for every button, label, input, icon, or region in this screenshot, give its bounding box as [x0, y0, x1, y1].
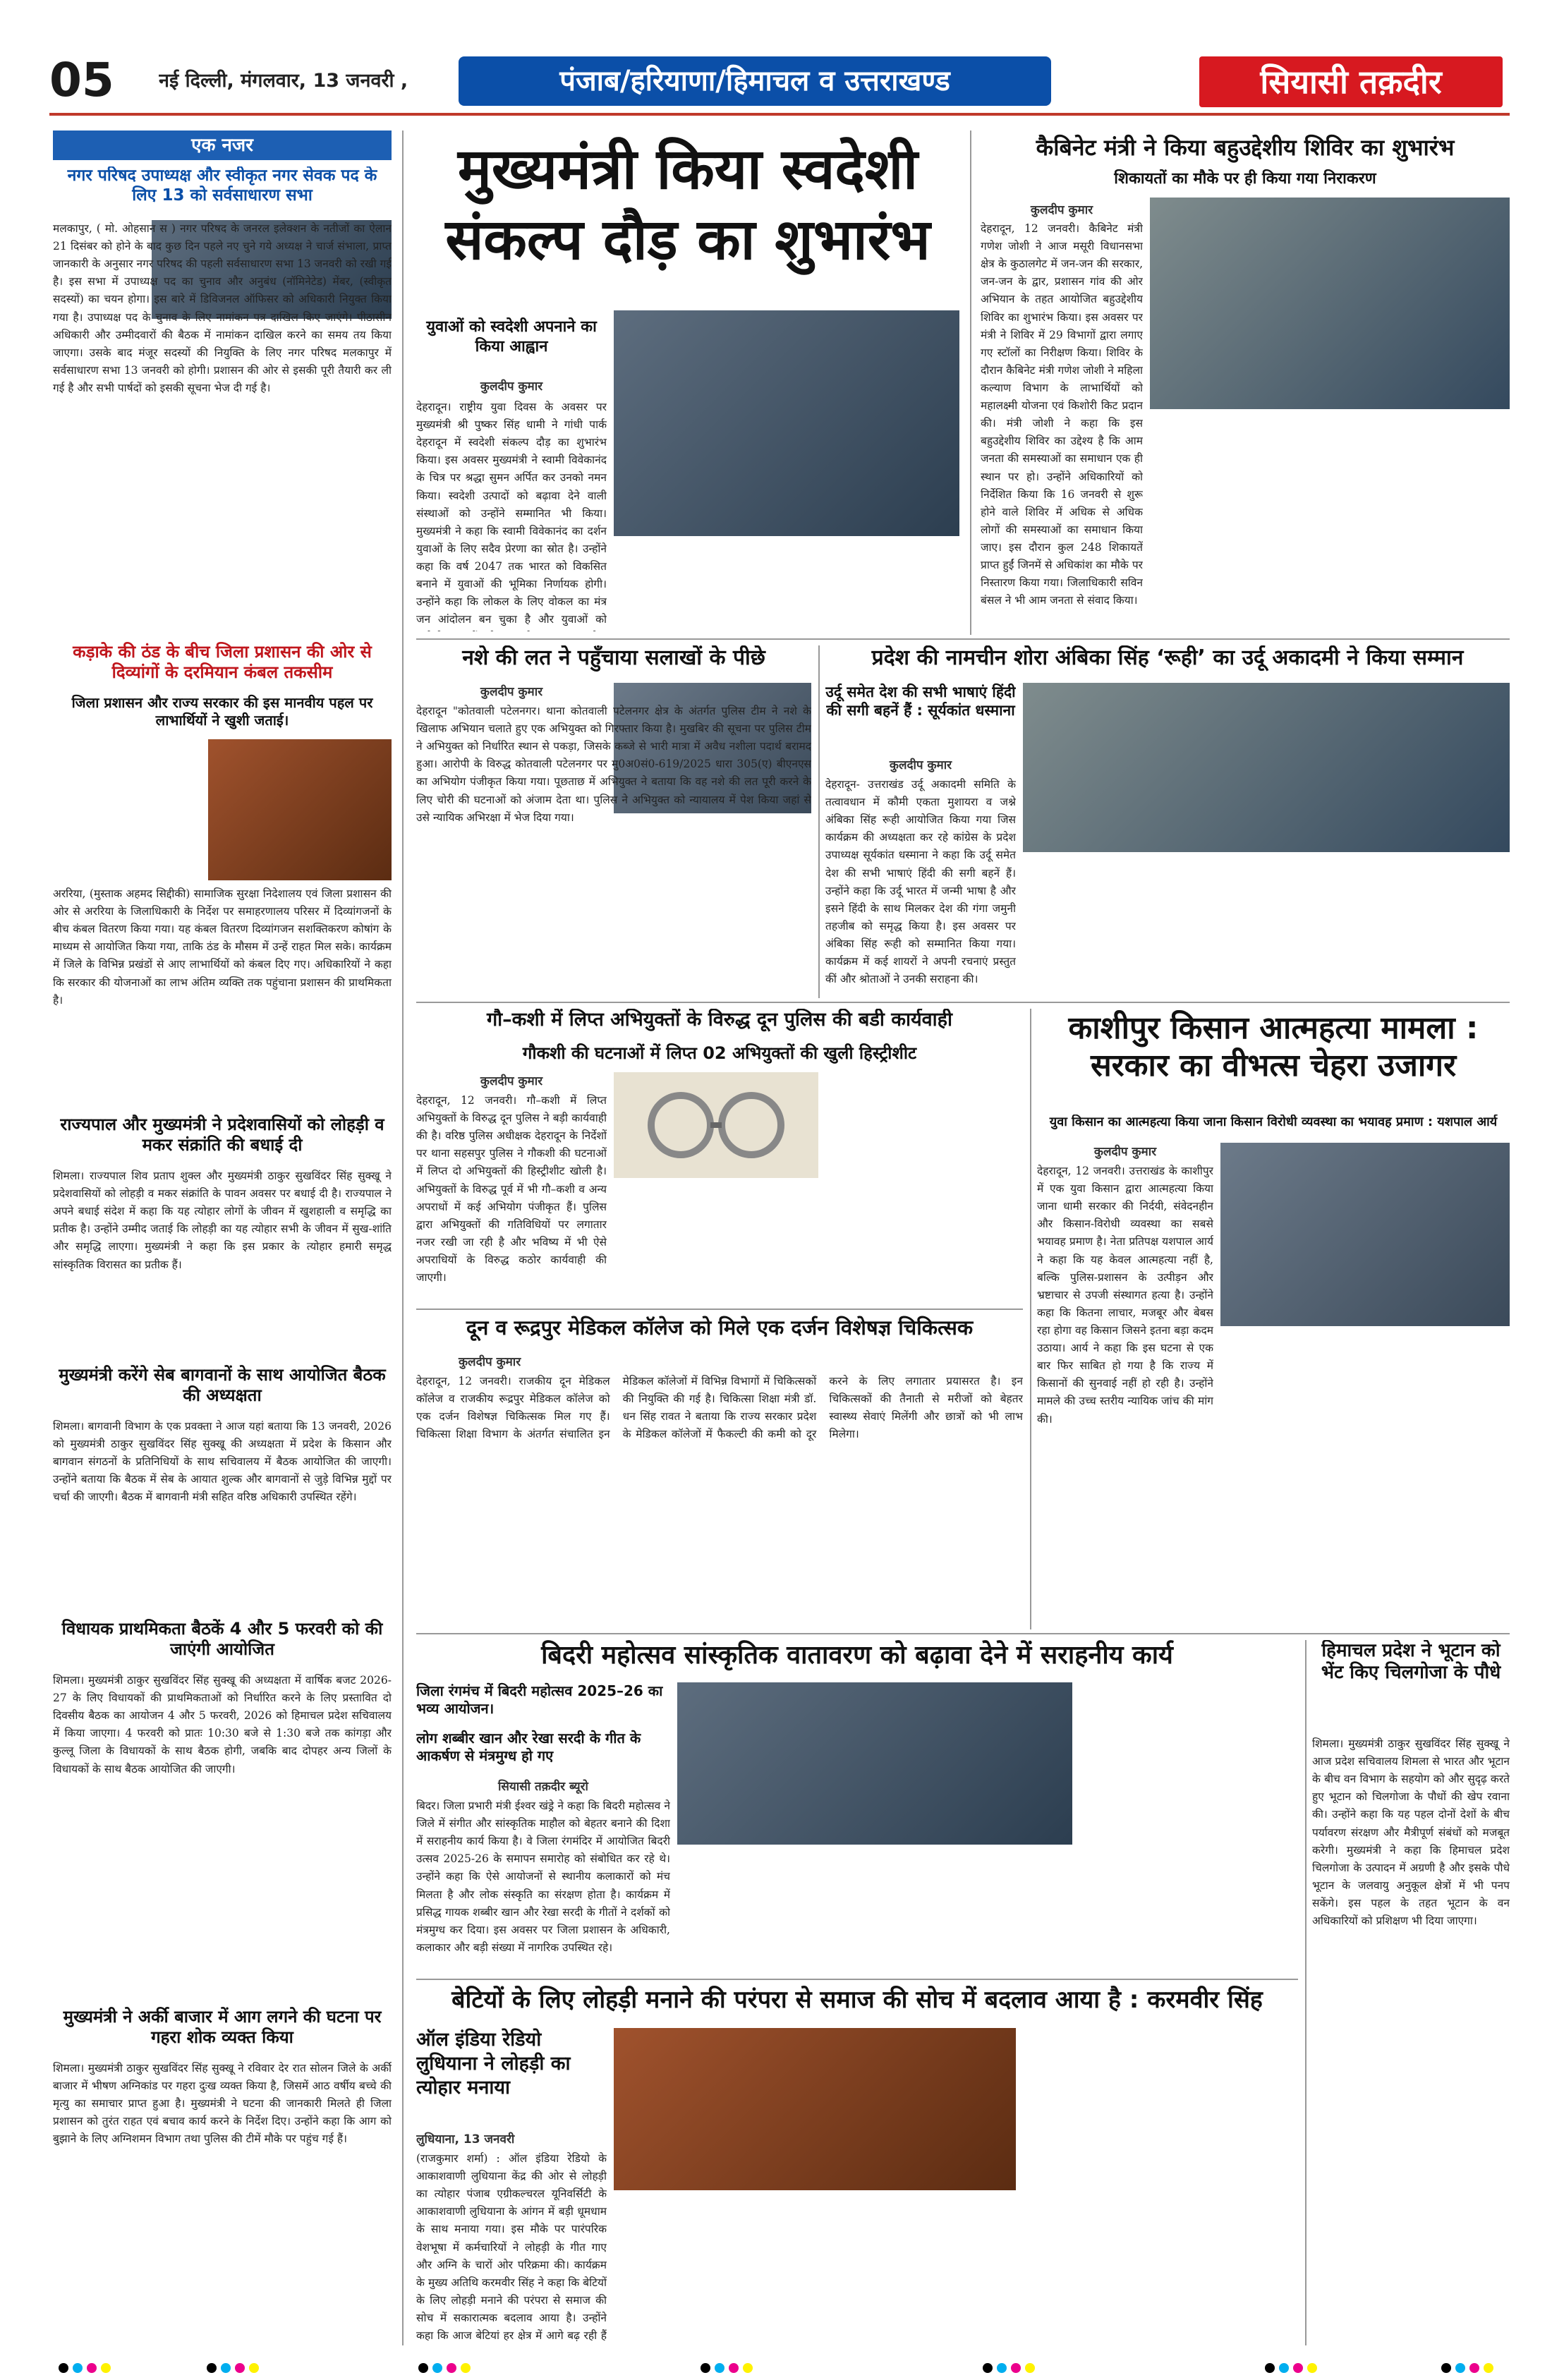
lohri-photo — [614, 2028, 1016, 2190]
story-body-text: शिमला। राज्यपाल शिव प्रताप शुक्ल और मुख्यमंत्री ठाकुर सुखविंदर सिंह सुक्खू ने प्रदेशवासियों को लोहड़ी व मकर संक्रांति के पावन अवसर पर बधाई दी है। राज्यपाल ने अपने बधाई संदेश में कहा कि यह त्योहार लोगों के जीवन में खुशहाली व समृद्धि का प्रतीक है। उन्होंने उम्मीद जताई कि लोहड़ी का यह त्योहार सभी के जीवन में सुख-शांति और समृद्धि लाएगा। मुख्यमंत्री ने कहा कि इस प्रकार के त्योहार हमारी समृद्ध सांस्कृतिक विरासत का प्रतीक हैं। — [53, 1170, 392, 1271]
cabinet-body-continued — [1150, 416, 1510, 631]
ambika-body: देहरादून- उत्तराखंड उर्दू अकादमी समिति के तत्वावधान में कौमी एकता मुशायरा व जश्ने अंबिका सिंह रूही आयोजित किया गया जिस कार्यक्रम की अध्यक्षता कर रहे कांग्रेस के प्रदेश उपाध्यक्ष सूर्यकांत धस्माना ने कहा कि उर्दू समेत देश की सभी भाषाएं हिंदी की सगी बहनें हैं। उन्होंने कहा कि उर्दू भारत में जन्मी भाषा है और इसने हिंदी के साथ मिलकर देश की गंगा जमुनी तहजीब को समृद्ध किया है। इस अवसर पर अंबिका सिंह रूही को सम्मानित किया गया। कार्यक्रम में कई शायरों ने अपनी रचनाएं प्रस्तुत कीं और श्रोताओं ने उनकी सराहना की। — [825, 778, 1016, 986]
cabinet-body: देहरादून, 12 जनवरी। कैबिनेट मंत्री गणेश जोशी ने आज मसूरी विधानसभा क्षेत्र के कुठालगेट में जन-जन की सरकार, जन-जन के द्वार, प्रशासन गांव की ओर अभियान के तहत आयोजित बहुउद्देशीय शिविर का शुभारंभ किया। इस अवसर पर मंत्री ने शिविर में 29 विभागों द्वारा लगाए गए स्टॉलों का निरीक्षण किया। शिविर के दौरान कैबिनेट मंत्री गणेश जोशी ने महिला कल्याण विभाग के लाभार्थियों को महालक्ष्मी योजना एवं किशोरी किट प्रदान की। मंत्री जोशी ने कहा कि इस बहुउद्देशीय शिविर का उद्देश्य है कि आम जनता की समस्याओं का समाधान एक ही स्थान पर हो। उन्होंने अधिकारियों को निर्देशित किया कि 16 जनवरी से शुरू होने वाले शिविर में अधिक से अधिक लोगों की समस्याओं का समाधान किया जाए। इस दौरान कुल 248 शिकायतें प्राप्त हुईं जिनमें से अधिकांश का मौके पर निस्तारण किया गया। जिलाधिकारी सविन बंसल ने भी आम जनता से संवाद किया। — [981, 222, 1143, 607]
gau-body: देहरादून, 12 जनवरी। गौ–कशी में लिप्त अभियुक्तों के विरुद्ध दून पुलिस ने बड़ी कार्यवाही की है। वरिष्ठ पुलिस अधीक्षक देहरादून के निर्देशों पर थाना सहसपुर पुलिस ने गौकशी की घटनाओं में लिप्त दो अभियुक्तों की हिस्ट्रीशीट खोली है। अभियुक्तों के विरुद्ध पूर्व में भी गौ–कशी व अन्य अपराधों में कई अभियोग पंजीकृत हैं। पुलिस द्वारा अभियुक्तों की गतिविधियों पर लगातार नजर रखी जा रही है और भविष्य में भी ऐसे अपराधियों के विरुद्ध कठोर कार्यवाही की जाएगी। — [416, 1094, 607, 1285]
section-rule — [416, 1002, 1510, 1003]
cabinet-byline: कुलदीप कुमार — [1030, 203, 1093, 217]
story-photo — [208, 739, 392, 880]
story-headline: राज्यपाल और मुख्यमंत्री ने प्रदेशवासियों को लोहड़ी व मकर संक्रांति की बधाई दी — [60, 1115, 384, 1155]
himachal-headline: हिमाचल प्रदेश ने भूटान को भेंट किए चिलगोजा के पौधे — [1321, 1640, 1501, 1684]
story-headline: कड़ाके की ठंड के बीच जिला प्रशासन की ओर से दिव्यांगों के दरमियान कंबल तकसीम — [73, 642, 372, 682]
gau-byline: कुलदीप कुमार — [480, 1074, 543, 1088]
himachal-body: शिमला। मुख्यमंत्री ठाकुर सुखविंदर सिंह सुक्खू ने आज प्रदेश सचिवालय शिमला से भारत और भूटान के बीच वन विभाग के सहयोग को और सुदृढ़ करते हुए भूटान को चिलगोजा के पौधों की खेप रवाना की। उन्होंने कहा कि यह पहल दोनों देशों के बीच पर्यावरण संरक्षण और मैत्रीपूर्ण संबंधों को मजबूत करेगी। मुख्यमंत्री ने कहा कि हिमाचल प्रदेश चिलगोजा के उत्पादन में अग्रणी है और इसके पौधे भूटान के जलवायु अनुकूल क्षेत्रों में भी पनप सकेंगे। इस पहल के तहत भूटान के वन अधिकारियों को प्रशिक्षण भी दिया जाएगा। — [1312, 1737, 1510, 1928]
header-rule — [49, 113, 1510, 116]
bidri-byline: सियासी तक़दीर ब्यूरो — [498, 1780, 588, 1794]
section-rule — [416, 638, 1510, 640]
ambika-byline: कुलदीप कुमार — [889, 758, 952, 772]
bidri-photo — [677, 1682, 1072, 1845]
bidri-side-text — [1079, 1682, 1298, 1845]
section-rule — [416, 1633, 1510, 1634]
lohri-dateline: लुधियाना, 13 जनवरी — [416, 2132, 515, 2147]
story-body-text: शिमला। मुख्यमंत्री ठाकुर सुखविंदर सिंह सुक्खू की अध्यक्षता में वार्षिक बजट 2026-27 के लिए विधायकों की प्राथमिकताओं को निर्धारित करने के लिए प्रस्तावित दो दिवसीय बैठक का आयोजन 4 और 5 फरवरी, 2026 को हिमाचल प्रदेश सचिवालय में किया जाएगा। 4 फरवरी को प्रातः 10:30 बजे से 1:30 बजे तक कांगड़ा और कुल्लू जिला के विधायकों के साथ बैठक होगी, जबकि बाद दोपहर अन्य जिलों के विधायकों के साथ बैठक आयोजित की जाएगी। — [53, 1674, 392, 1775]
story-body-text: शिमला। बागवानी विभाग के एक प्रवक्ता ने आज यहां बताया कि 13 जनवरी, 2026 को मुख्यमंत्री ठाकुर सुखविंदर सिंह सुक्खू की अध्यक्षता में प्रदेश के किसान और बागवान संगठनों के प्रतिनिधियों के साथ सचिवालय में बैठक आयोजित की जाएगी। उन्होंने बताया कि बैठक में सेब के आयात शुल्क और बागवानों से जुड़े विभिन्न मुद्दों पर चर्चा की जाएगी। बैठक में बागवानी मंत्री सहित वरिष्ठ अधिकारी उपस्थित रहेंगे। — [53, 1420, 392, 1504]
lohri-body: (राजकुमार शर्मा) : ऑल इंडिया रेडियो के आकाशवाणी लुधियाना केंद्र की ओर से लोहड़ी का त्योहार पंजाब एग्रीकल्चरल यूनिवर्सिटी के आकाशवाणी लुधियाना के आंगन में बड़ी धूमधाम के साथ मनाया गया। इस मौके पर पारंपरिक वेशभूषा में कर्मचारियों ने लोहड़ी के गीत गाए और अग्नि के चारों ओर परिक्रमा की। कार्यक्रम के मुख्य अतिथि करमवीर सिंह ने कहा कि बेटियों के लिए लोहड़ी मनाने की परंपरा से समाज की सोच में सकारात्मक बदलाव आया है। उन्होंने कहा कि आज बेटियां हर क्षेत्र में आगे बढ़ रही हैं — [416, 2152, 607, 2343]
kashipur-subhead: युवा किसान का आत्महत्या किया जाना किसान विरोधी व्यवस्था का भयावह प्रमाण : यशपाल आर्य — [1049, 1115, 1498, 1129]
nashe-byline: कुलदीप कुमार — [480, 685, 543, 699]
lead-byline: कुलदीप कुमार — [480, 380, 543, 394]
doon-body: देहरादून, 12 जनवरी। राजकीय दून मेडिकल कॉलेज व राजकीय रूद्रपुर मेडिकल कॉलेज को एक दर्जन विशेषज्ञ चिकित्सक मिल गए हैं। चिकित्सा शिक्षा विभाग के अंतर्गत संचालित इन मेडिकल कॉलेजों में विभिन्न विभागों में चिकित्सकों की नियुक्ति की गई है। चिकित्सा शिक्षा मंत्री डॉ. धन सिंह रावत ने बताया कि राज्य सरकार प्रदेश के मेडिकल कॉलेजों में फैकल्टी की कमी को दूर करने के लिए लगातार प्रयासरत है। इन चिकित्सकों की तैनाती से मरीजों को बेहतर स्वास्थ्य सेवाएं मिलेंगी और छात्रों को भी लाभ मिलेगा। — [416, 1375, 1023, 1441]
story-headline: विधायक प्राथमिकता बैठकें 4 और 5 फरवरी को की जाएंगी आयोजित — [61, 1619, 383, 1659]
nashe-headline: नशे की लत ने पहुँचाया सलाखों के पीछे — [462, 645, 765, 670]
lohri-side-text — [1023, 2028, 1298, 2343]
left-column-divider — [402, 130, 404, 2345]
kashipur-byline: कुलदीप कुमार — [1093, 1145, 1157, 1159]
doon-headline: दून व रूद्रपुर मेडिकल कॉलेज को मिले एक दर्जन विशेषज्ञ चिकित्सक — [466, 1316, 974, 1340]
cabinet-subhead: शिकायतों का मौके पर ही किया गया निराकरण — [1114, 170, 1376, 188]
section-rule — [416, 1309, 1023, 1310]
lohri-body-continued — [614, 2195, 1016, 2343]
newspaper-section-title: सियासी तक़दीर — [1199, 56, 1503, 107]
region-banner: पंजाब/हरियाणा/हिमाचल व उत्तराखण्ड — [459, 56, 1051, 106]
gau-subhead: गौकशी की घटनाओं में लिप्त 02 अभियुक्तों की खुली हिस्ट्रीशीट — [522, 1043, 917, 1063]
lead-photo — [614, 310, 959, 536]
ek-nazar-label: एक नजर — [53, 130, 392, 160]
kashipur-body: देहरादून, 12 जनवरी। उत्तराखंड के काशीपुर में एक युवा किसान द्वारा आत्महत्या किया जाना धामी सरकार की निर्दयी, संवेदनहीन और किसान-विरोधी व्यवस्था का सबसे भयावह प्रमाण है। नेता प्रतिपक्ष यशपाल आर्य ने कहा कि यह केवल आत्महत्या नहीं है, बल्कि पुलिस-प्रशासन के उत्पीड़न और भ्रष्टाचार से उपजी संस्थागत हत्या है। उन्होंने कहा कि कितना लाचार, मजबूर और बेबस रहा होगा वह किसान जिसने इतना बड़ा कदम उठाया। आर्य ने कहा कि इस घटना से एक बार फिर साबित हो गया है कि राज्य में किसानों की सुनवाई नहीं हो रही है। उन्होंने मामले की उच्च स्तरीय न्यायिक जांच की मांग की। — [1037, 1165, 1213, 1426]
ambika-photo — [1023, 683, 1510, 852]
ambika-subhead: उर्दू समेत देश की सभी भाषाएं हिंदी की सगी बहनें हैं : सूर्यकांत धस्माना — [825, 684, 1016, 720]
handcuff-illustration — [614, 1072, 818, 1178]
lohri-headline: बेटियों के लिए लोहड़ी मनाने की परंपरा से समाज की सोच में बदलाव आया है : करमवीर सिंह — [451, 1986, 1263, 2014]
kashipur-headline: काशीपुर किसान आत्महत्या मामला : सरकार का वीभत्स चेहरा उजागर — [1068, 1010, 1479, 1083]
nashe-body: देहरादून "कोतवाली पटेलनगर। थाना कोतवाली पटेलनगर क्षेत्र के अंतर्गत पुलिस टीम ने नशे के खिलाफ अभियान चलाते हुए एक अभियुक्त को गिरफ्तार किया है। मुखबिर की सूचना पर पुलिस टीम ने अभियुक्त को निर्धारित स्थान से पकड़ा, जिसके कब्जे से भारी मात्रा में अवैध नशीला पदार्थ बरामद हुआ। आरोपी के विरुद्ध कोतवाली पटेलनगर पर मु0अ0सं0-619/2025 धारा 305(ए) बीएनएस का अभियोग पंजीकृत किया गया। पूछताछ में अभियुक्त ने बताया कि वह नशे की लत पूरी करने के लिए चोरी की घटनाओं को अंजाम देता था। पुलिस ने अभियुक्त को न्यायालय में पेश किया जहां से उसे न्यायिक अभिरक्षा में भेज दिया गया। — [416, 705, 811, 824]
story-headline: मुख्यमंत्री करेंगे सेब बागवानों के साथ आयोजित बैठक की अध्यक्षता — [59, 1365, 386, 1405]
lead-body: देहरादून। राष्ट्रीय युवा दिवस के अवसर पर मुख्यमंत्री श्री पुष्कर सिंह धामी ने गांधी पार्क देहरादून में स्वदेशी संकल्प दौड़ का शुभारंभ किया। इस अवसर मुख्यमंत्री ने स्वामी विवेकानंद के चित्र पर श्रद्धा सुमन अर्पित कर उनको नमन किया। स्वदेशी उत्पादों को बढ़ावा देने वाली संस्थाओं को उन्होंने सम्मानित भी किया। मुख्यमंत्री ने कहा कि स्वामी विवेकानंद का दर्शन युवाओं के लिए सदैव प्रेरणा का स्रोत है। उन्होंने कहा कि वर्ष 2047 तक भारत को विकसित बनाने में युवाओं की भूमिका निर्णायक होगी। उन्होंने कहा कि लोकल के लिए वोकल का मंत्र जन आंदोलन बन चुका है और युवाओं को — [416, 401, 607, 626]
cabinet-headline: कैबिनेट मंत्री ने किया बहुउद्देशीय शिविर का शुभारंभ — [1036, 134, 1455, 161]
section-rule — [416, 1979, 1298, 1980]
kashipur-photo — [1220, 1143, 1510, 1326]
column-divider — [1305, 1640, 1307, 2345]
registration-dots-icon — [0, 2356, 1552, 2380]
story-headline: मुख्यमंत्री ने अर्की बाजार में आग लगने की घटना पर गहरा शोक व्यक्त किया — [63, 2007, 382, 2047]
lead-headline: मुख्यमंत्री किया स्वदेशी संकल्प दौड़ का शुभारंभ — [445, 136, 930, 272]
bidri-bullet: लोग शब्बीर खान और रेखा सरदी के गीत के आकर्षण से मंत्रमुग्ध हो गए — [416, 1730, 641, 1764]
story-body-text: मलकापुर, ( मो. ओहसान स ) नगर परिषद के जनरल इलेक्शन के नतीजों का ऐलान 21 दिसंबर को होने के बाद कुछ दिन पहले नए चुने गये अध्यक्ष ने चार्ज संभाला, प्राप्त जानकारी के अनुसार नगर परिषद की पहली सर्वसाधारण सभा 13 जनवरी को रखी गई है। इस सभा में उपाध्यक्ष पद का चुनाव और अनुबंध (नॉमिनेटेड) मेंबर, (स्वीकृत सदस्यों) का चयन होगा। इस बारे में डिविजनल ऑफिसर को अधिकारी नियुक्त किया गया है। उपाध्यक्ष पद के चुनाव के लिए नामांकन पत्र दाखिल किए जाएंगे। पीठासीन अधिकारी और उम्मीदवारों की बैठक में नामांकन दाखिल करने का समय तय किया जाएगा। उसके बाद मंजूर सदस्यों की नियुक्ति के लिए नगर परिषद मलकापुर में सर्वसाधारण सभा 13 जनवरी को होगी। प्रशासन की ओर से इसकी पूरी तैयारी कर ली गई है और सभी पार्षदों को इसकी सूचना भेज दी गई है। — [53, 222, 392, 394]
bidri-bullet: जिला रंगमंच में बिदरी महोत्सव 2025–26 का भव्य आयोजन। — [416, 1682, 663, 1717]
story-headline: नगर परिषद उपाध्यक्ष और स्वीकृत नगर सेवक पद के लिए 13 को सर्वसाधारण सभा — [67, 166, 377, 205]
column-divider — [818, 645, 820, 998]
column-divider — [970, 130, 971, 635]
registration-marks — [0, 2356, 1552, 2380]
doon-byline: कुलदीप कुमार — [459, 1355, 521, 1369]
handcuff-icon — [614, 1072, 818, 1178]
bidri-headline: बिदरी महोत्सव सांस्कृतिक वातावरण को बढ़ावा देने में सराहनीय कार्य — [541, 1641, 1173, 1670]
story-body-intro — [53, 739, 201, 880]
lead-body-continued — [614, 543, 959, 631]
bidri-body: बिदर। जिला प्रभारी मंत्री ईश्वर खंड्रे ने कहा कि बिदरी महोत्सव ने जिले में संगीत और सांस्कृतिक माहौल को बेहतर बनाने की दिशा में सराहनीय कार्य किया है। वे जिला रंगमंदिर में आयोजित बिदरी उत्सव 2025-26 के समापन समारोह को संबोधित कर रहे थे। उन्होंने कहा कि ऐसे आयोजनों से स्थानीय कलाकारों को मंच मिलता है और लोक संस्कृति का संरक्षण होता है। कार्यक्रम में प्रसिद्ध गायक शब्बीर खान और रेखा सरदी के गीतों ने दर्शकों को मंत्रमुग्ध कर दिया। इस अवसर पर जिला प्रशासन के अधिकारी, कलाकार और बड़ी संख्या में नागरिक उपस्थित रहे। — [416, 1799, 670, 1954]
cabinet-photo — [1150, 198, 1510, 409]
gau-headline: गौ–कशी में लिप्त अभियुक्तों के विरुद्ध दून पुलिस की बडी कार्यवाही — [486, 1009, 953, 1031]
ambika-headline: प्रदेश की नामचीन शोरा अंबिका सिंह ‘रूही’ का उर्दू अकादमी ने किया सम्मान — [871, 645, 1464, 670]
gau-body-continued — [614, 1182, 1023, 1301]
story-subhead: जिला प्रशासन और राज्य सरकार की इस मानवीय पहल पर लाभार्थियों ने खुशी जताई। — [71, 694, 373, 729]
bidri-body-continued — [677, 1852, 1298, 1975]
story-body-text: अररिया, (मुस्ताक अहमद सिद्दीकी) सामाजिक सुरक्षा निदेशालय एवं जिला प्रशासन की ओर से अररिया के जिलाधिकारी के निर्देश पर समाहरणालय परिसर में दिव्यांगजनों के बीच कंबल वितरण किया गया। यह कंबल वितरण दिव्यांगजन सशक्तिकरण कोषांग के माध्यम से आयोजित किया गया, ताकि ठंड के मौसम में उन्हें राहत मिल सके। कार्यक्रम में जिले के विभिन्न प्रखंडों से आए लाभार्थियों को कंबल दिए गए। अधिकारियों ने कहा कि सरकार की योजनाओं का लाभ अंतिम व्यक्ति तक पहुंचाना प्रशासन की प्राथमिकता है। — [53, 887, 392, 1007]
lohri-subhead: ऑल इंडिया रेडियो लुधियाना ने लोहड़ी का त्योहार मनाया — [416, 2029, 571, 2099]
page-date: नई दिल्ली, मंगलवार, 13 जनवरी , — [159, 70, 408, 92]
kashipur-body-continued — [1220, 1333, 1510, 1628]
column-divider — [1030, 1009, 1031, 1629]
lead-subhead: युवाओं को स्वदेशी अपनाने का किया आह्वान — [426, 318, 597, 356]
page-number: 05 — [49, 53, 114, 107]
story-body-text: शिमला। मुख्यमंत्री ठाकुर सुखविंदर सिंह सुक्खू ने रविवार देर रात सोलन जिले के अर्की बाजार में भीषण अग्निकांड पर गहरा दुःख व्यक्त किया है, जिसमें आठ वर्षीय बच्चे की मृत्यु का समाचार प्राप्त हुआ है। मुख्यमंत्री ने घटना की जानकारी मिलते ही जिला प्रशासन को तुरंत राहत एवं बचाव कार्य करने के निर्देश दिए। उन्होंने कहा कि आग को बुझाने के लिए अग्निशमन विभाग तथा पुलिस की टीमें मौके पर पहुंच गई हैं। — [53, 2062, 392, 2146]
ambika-body-continued — [1023, 857, 1510, 998]
